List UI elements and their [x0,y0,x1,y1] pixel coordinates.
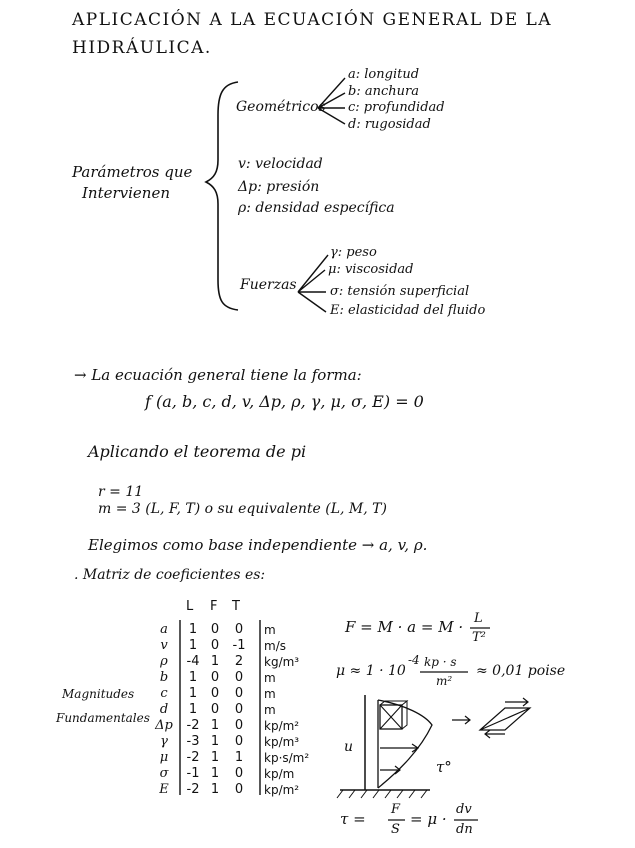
matrix-unit: kp·s/m² [264,751,310,765]
teorema-matriz: . Matriz de coeficientes es: [74,567,266,583]
matrix-var: b [159,670,169,685]
mu-exp: -4 [408,653,420,667]
matrix-cell: 1 [234,750,244,765]
matrix-cell: 1 [188,670,198,685]
force-eq-num: L [474,611,483,626]
title-line-2: HIDRÁULICA. [72,38,212,58]
tau-num2: dv [456,802,472,817]
matrix-col-var [150,622,178,798]
matrix-cell: -2 [186,782,200,797]
matrix-header-F: F [210,599,218,614]
parametros-label-2: Intervienen [82,184,171,202]
matrix-var: μ [159,750,169,765]
matrix-cell: -2 [186,750,200,765]
geometricos-label: Geométricos [236,99,326,115]
velocity-u-label: u [344,739,354,755]
matrix-cell: 0 [234,782,244,797]
geometricos-item-a: a: longitud [348,67,420,82]
fuerzas-item-peso: γ: peso [330,245,377,260]
matrix-unit: m [264,703,276,717]
tau-mid: = μ · [410,810,447,828]
matrix-cell: 0 [234,702,244,717]
matrix-header-L: L [186,599,194,614]
matrix-cell: 0 [234,670,244,685]
matrix-unit: m/s [264,639,286,653]
matrix-cell: 0 [234,766,244,781]
geometricos-item-d: d: rugosidad [348,117,431,132]
matrix-cell: 0 [210,702,220,717]
matrix-cell: 0 [234,718,244,733]
matrix-col-L [182,622,204,798]
matrix-cell: 1 [210,654,220,669]
matrix-col-T [227,622,251,798]
param-presion: Δp: presión [238,179,320,195]
mu-num: kp · s [424,655,457,669]
matrix-var: Δp [155,718,173,733]
parametros-label-1: Parámetros que [72,163,193,181]
matrix-unit: kp/m² [264,719,300,733]
param-velocidad: v: velocidad [238,156,323,172]
tau-label: τ° [436,758,452,776]
matrix-cell: 0 [234,686,244,701]
matrix-cell: 1 [188,638,198,653]
matrix-cell: 1 [210,750,220,765]
matrix-var: a [160,622,168,637]
ecuacion-formula: f (a, b, c, d, v, Δp, ρ, γ, μ, σ, E) = 0 [145,392,424,411]
matrix-cell: 0 [210,670,220,685]
teorema-title: Aplicando el teorema de pi [88,442,307,461]
matrix-cell: -1 [232,638,246,653]
fuerzas-item-elasticidad: E: elasticidad del fluido [330,303,486,318]
teorema-base: Elegimos como base independiente → a, v, ρ. [88,536,428,554]
title-line-1: APLICACIÓN A LA ECUACIÓN GENERAL DE LA [72,10,553,30]
matrix-unit: kg/m³ [264,655,300,669]
force-eq-den: T² [472,630,486,645]
matrix-cell: 1 [210,766,220,781]
fuerzas-item-tension: σ: tensión superficial [330,284,470,299]
matrix-cell: 1 [210,782,220,797]
matrix-cell: 1 [210,734,220,749]
fuerzas-label: Fuerzas [240,277,297,293]
matrix-var: ρ [160,654,168,669]
matrix-var: σ [159,766,169,781]
force-eq: F = M · a = M · [345,618,464,636]
mu-den: m² [436,674,453,688]
ecuacion-intro: → La ecuación general tiene la forma: [74,366,362,384]
matrix-side-label-1: Magnitudes [62,687,135,701]
matrix-cell: 1 [188,686,198,701]
matrix-header-T: T [232,599,240,614]
matrix-cell: 2 [234,654,244,669]
matrix-unit: kp/m³ [264,735,300,749]
teorema-m: m = 3 (L, F, T) o su equivalente (L, M, T) [98,501,387,517]
geometricos-item-c: c: profundidad [348,100,445,115]
fuerzas-item-viscosidad: μ: viscosidad [328,262,414,277]
matrix-cell: 0 [210,638,220,653]
mu-result: ≈ 0,01 poise [476,663,566,679]
matrix-side-label-2: Fundamentales [56,711,150,725]
matrix-unit: m [264,623,276,637]
matrix-cell: -2 [186,718,200,733]
matrix-var: d [159,702,169,717]
param-densidad: ρ: densidad específica [238,200,395,216]
matrix-var: E [159,782,169,797]
matrix-var: γ [160,734,168,749]
matrix-cell: 1 [188,622,198,637]
matrix-cell: 1 [188,702,198,717]
tau-num1: F [391,802,401,817]
matrix-unit: kp/m² [264,783,300,797]
mu-eq: μ ≈ 1 · 10 [336,663,406,679]
matrix-cell: 1 [210,718,220,733]
matrix-cell: -3 [186,734,200,749]
matrix-unit: m [264,671,276,685]
matrix-var: c [160,686,168,701]
matrix-cell: -1 [186,766,200,781]
teorema-r: r = 11 [98,484,144,500]
matrix-cell: 0 [234,622,244,637]
tau-eq: τ = [340,810,366,828]
matrix-cell: -4 [186,654,200,669]
matrix-unit: kp/m [264,767,295,781]
matrix-unit: m [264,687,276,701]
geometricos-item-b: b: anchura [348,84,419,99]
matrix-col-F [205,622,225,798]
tau-den1: S [391,822,400,837]
tau-den2: dn [456,822,473,837]
matrix-cell: 0 [210,622,220,637]
matrix-cell: 0 [210,686,220,701]
matrix-cell: 0 [234,734,244,749]
matrix-var: v [160,638,168,653]
matrix-col-unit [264,622,309,798]
